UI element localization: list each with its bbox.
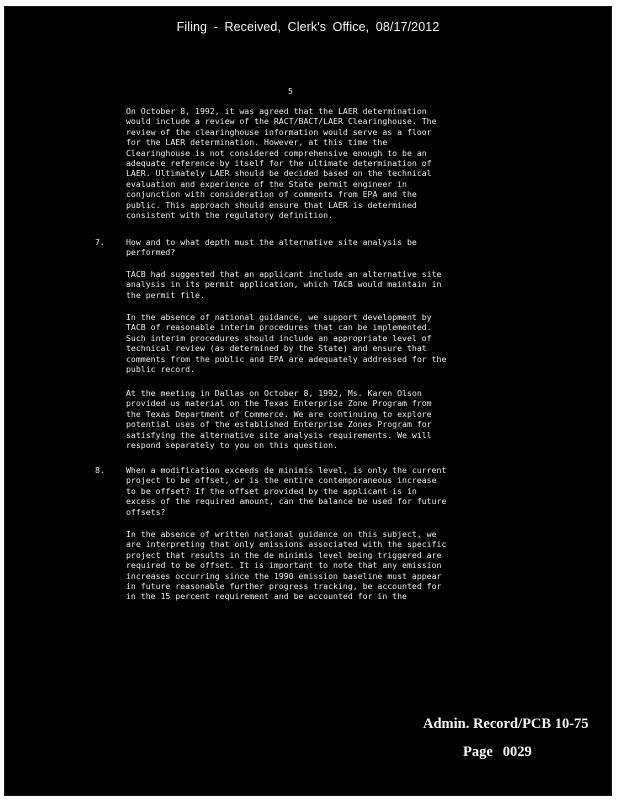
text-line: the permit file. bbox=[126, 289, 205, 300]
text-line: comments from the public and EPA are adequately addressed for the bbox=[126, 353, 447, 364]
text-line: evaluation and experience of the State permit engineer in bbox=[126, 178, 407, 189]
text-line: public record. bbox=[126, 364, 196, 375]
text-line: satisfying the alternative site analysis requirements. We will bbox=[126, 429, 432, 440]
text-line: performed? bbox=[126, 247, 176, 258]
text-line: analysis in its permit application, which TACB would maintain in bbox=[126, 279, 442, 290]
page-number: 5 bbox=[288, 86, 293, 96]
question-number: 8. bbox=[95, 465, 105, 475]
answer-7-paragraph-3 bbox=[126, 388, 432, 450]
question-8 bbox=[126, 465, 446, 517]
text-line: are interpreting that only emissions associated with the specific bbox=[126, 539, 447, 550]
text-line: for the LAER determination. However, at this time the bbox=[126, 137, 388, 148]
text-line: On October 8, 1992, it was agreed that the LAER determination bbox=[126, 106, 427, 116]
answer-8-paragraph-1 bbox=[126, 529, 446, 602]
text-line: TACB of reasonable interim procedures that can be implemented. bbox=[126, 322, 432, 333]
answer-7-paragraph-1 bbox=[126, 269, 441, 300]
text-line: provided us material on the Texas Enterprise Zone Program from bbox=[126, 398, 432, 409]
text-line: public. This approach should ensure that LAER is determined bbox=[126, 199, 417, 210]
filing-stamp: Filing - Received, Clerk's Office, 08/17/2012 bbox=[176, 20, 440, 34]
text-line: excess of the required amount, can the balance be used for future bbox=[126, 496, 447, 507]
text-line: respond separately to you on this question. bbox=[126, 440, 338, 451]
text-line: would include a review of the RACT/BACT/LAER Clearinghouse. The bbox=[126, 116, 437, 127]
text-line: required to be offset. It is important to note that any emission bbox=[126, 560, 442, 571]
text-line: How and to what depth must the alternative site analysis be bbox=[126, 237, 417, 247]
scanned-page bbox=[4, 6, 612, 796]
text-line: In the absence of written national guidance on this subject, we bbox=[126, 529, 437, 539]
page-value: 0029 bbox=[502, 744, 532, 760]
text-line: offsets? bbox=[126, 506, 166, 517]
text-line: Such interim procedures should include an appropriate level of bbox=[126, 332, 432, 343]
footer-page-number bbox=[463, 744, 532, 761]
text-line: At the meeting in Dallas on October 8, 1992, Ms. Karen Olson bbox=[126, 388, 422, 398]
intro-paragraph bbox=[126, 106, 437, 220]
text-line: potential uses of the established Enterprise Zones Program for bbox=[126, 419, 432, 430]
page-label: Page bbox=[463, 744, 493, 760]
text-line: In the absence of national guidance, we support development by bbox=[126, 312, 432, 322]
answer-7-paragraph-2 bbox=[126, 312, 446, 374]
admin-record-label: Admin. Record/PCB 10-75 bbox=[423, 716, 589, 732]
text-line: increases occurring since the 1990 emission baseline must appear bbox=[126, 570, 442, 581]
text-line: consistent with the regulatory definition. bbox=[126, 210, 334, 221]
text-line: the Texas Department of Commerce. We are continuing to explore bbox=[126, 408, 432, 419]
text-line: adequate reference by itself for the ultimate determination of bbox=[126, 158, 432, 169]
text-line: to be offset? If the offset provided by the applicant is in bbox=[126, 485, 417, 496]
text-line: LAER. Ultimately LAER should be decided based on the technical bbox=[126, 168, 432, 179]
text-line: in the 15 percent requirement and be accounted for in the bbox=[126, 591, 407, 602]
question-number: 7. bbox=[95, 237, 105, 247]
text-line: conjunction with consideration of comments from EPA and the bbox=[126, 189, 417, 200]
text-line: in future reasonable further progress tracking, be accounted for bbox=[126, 581, 442, 592]
text-line: technical review (as determined by the State) and ensure that bbox=[126, 343, 427, 354]
text-line: project to be offset, or is the entire contemporaneous increase bbox=[126, 475, 437, 486]
text-line: review of the clearinghouse information would serve as a floor bbox=[126, 126, 432, 137]
text-line: TACB had suggested that an applicant include an alternative site bbox=[126, 269, 442, 279]
text-line: When a modification exceeds de minimis level, is only the current bbox=[126, 465, 447, 475]
text-line: project that results in the de minimis level being triggered are bbox=[126, 549, 442, 560]
question-7 bbox=[126, 237, 417, 258]
text-line: Clearinghouse is not considered comprehensive enough to be an bbox=[126, 147, 427, 158]
